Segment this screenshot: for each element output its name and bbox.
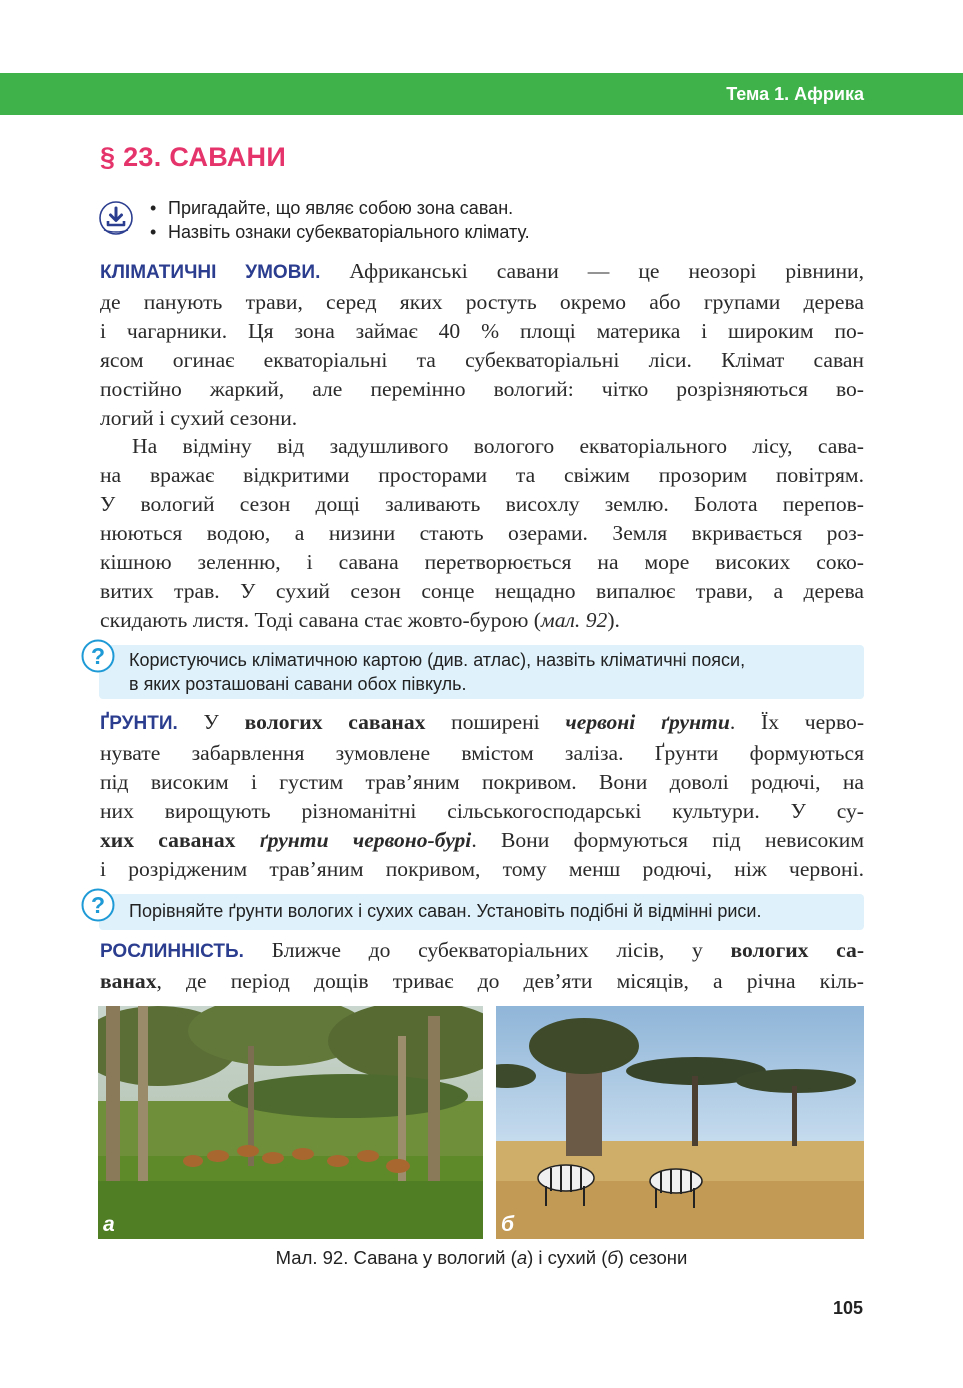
list-item: • Назвіть ознаки субекваторіального клімату.	[150, 222, 530, 242]
text-line	[100, 826, 864, 855]
bold-term: ванах	[100, 968, 157, 993]
text-run: Мал. 92. Савана у вологий (	[275, 1247, 517, 1268]
text-line: витих трав. У сухий сезон сонце нещадно випалює трави, а дерева	[100, 578, 864, 603]
text-run: ) сезони	[617, 1247, 688, 1268]
photo-label: б	[501, 1213, 515, 1236]
text-line: логий і сухий сезони.	[100, 405, 298, 430]
text-line	[100, 606, 864, 635]
question-box	[90, 892, 864, 930]
recall-item: Пригадайте, що являє собою зона саван.	[168, 198, 514, 218]
text-line	[100, 936, 864, 967]
text-line: де панують трави, серед яких ростуть окремо або групами дерева	[100, 289, 864, 314]
text-run: . Вони формуються під невисоким	[471, 827, 865, 852]
text-run: них вирощують різноманітні сільськогосподарські культури. У су-	[100, 798, 864, 823]
key-term: ґрунти червоно-бурі	[259, 827, 472, 852]
text-line: Користуючись кліматичною картою (див. атлас), назвіть кліматичні пояси,	[129, 650, 746, 670]
text-run: Африканські савани — це неозорі рівнини,	[349, 259, 864, 283]
text-line: На відміну від задушливого вологого екваторіального лісу, сава-	[132, 434, 864, 459]
section-title: § 23. САВАНИ	[100, 142, 287, 172]
recall-item: Назвіть ознаки субекваторіального клімату.	[168, 222, 530, 242]
svg-text:?: ?	[90, 643, 106, 669]
page-number: 105	[832, 1298, 863, 1318]
text-line: кішною зеленню, і савана перетворюється на море високих соко-	[100, 550, 864, 575]
vegetation-paragraph	[100, 936, 864, 996]
dry-savanna-illustration	[496, 1006, 864, 1239]
text-line	[100, 797, 864, 826]
text-line: під високим і густим трав’яним покривом. Вони доволі родючі, на	[100, 769, 864, 794]
text-run: а	[516, 1247, 528, 1268]
key-term: червоні ґрунти	[565, 710, 730, 734]
soils-heading: ҐРУНТИ.	[100, 713, 178, 734]
photo-dry-season	[496, 1006, 864, 1239]
text-run: Ближче до субекваторіальних лісів, у	[271, 938, 703, 962]
text-run: поширені	[451, 710, 540, 734]
text-run: скидають листя. Тоді савана стає жовто-бурою (	[100, 607, 541, 632]
vegetation-heading: РОСЛИННІСТЬ.	[100, 941, 244, 962]
text-line: постійно жаркий, але перемінно вологий: чітко розрізняються во-	[100, 376, 864, 401]
download-icon	[99, 201, 133, 235]
bold-term: вологих са-	[730, 938, 865, 962]
figure-reference: мал. 92	[540, 607, 608, 632]
text-run: У	[203, 710, 219, 734]
list-item: • Пригадайте, що являє собою зона саван.	[150, 198, 514, 218]
text-line: нувате забарвлення зумовлене вмістом заліза. Ґрунти формуються	[100, 740, 864, 765]
bold-term: вологих саванах	[244, 710, 426, 734]
soils-paragraph	[100, 708, 864, 883]
recall-list	[150, 196, 530, 244]
text-run: , де період дощів триває до дев’яти місяців, а річна кіль-	[156, 968, 864, 993]
topic-label: Тема 1. Африка	[726, 84, 864, 104]
text-line: нюються водою, а низини стають озерами. Земля вкривається роз-	[100, 521, 864, 546]
question-text: Порівняйте ґрунти вологих і сухих саван. Установіть подібні й відмінні риси.	[129, 901, 762, 921]
bold-term: хих саванах	[100, 827, 236, 852]
topic-bar	[0, 73, 963, 115]
question-icon	[81, 888, 115, 922]
text-line: на вражає відкритими просторами та свіжим прозорим повітрям.	[100, 463, 864, 488]
text-run: ) і сухий (	[527, 1247, 608, 1268]
photo-label: а	[103, 1213, 115, 1236]
text-line: і чагарники. Ця зона займає 40 % площі материка і широким по-	[100, 318, 864, 343]
text-line: У вологий сезон дощі заливають висохлу землю. Болота перепов-	[100, 492, 864, 517]
wet-savanna-illustration	[98, 1006, 483, 1239]
text-line: ясом огинає екваторіальні та субекваторіальні ліси. Клімат саван	[100, 347, 864, 372]
question-icon	[81, 639, 115, 673]
text-line	[100, 708, 864, 739]
question-box	[90, 643, 864, 699]
question-text	[129, 648, 745, 696]
text-line	[100, 967, 864, 996]
text-run: б	[607, 1247, 618, 1268]
climate-heading: КЛІМАТИЧНІ УМОВИ.	[100, 262, 321, 283]
svg-text:?: ?	[90, 892, 106, 918]
text-run: . Їх черво-	[729, 710, 865, 734]
photo-wet-season	[98, 1006, 483, 1239]
text-line	[100, 257, 864, 288]
text-line: в яких розташовані савани обох півкуль.	[129, 674, 467, 694]
text-line: і розрідженим трав’яним покривом, тому менш родючі, ніж червоні.	[100, 856, 864, 881]
figure-caption	[0, 1247, 963, 1269]
climate-paragraph	[100, 257, 864, 635]
text-run: ).	[607, 607, 620, 632]
